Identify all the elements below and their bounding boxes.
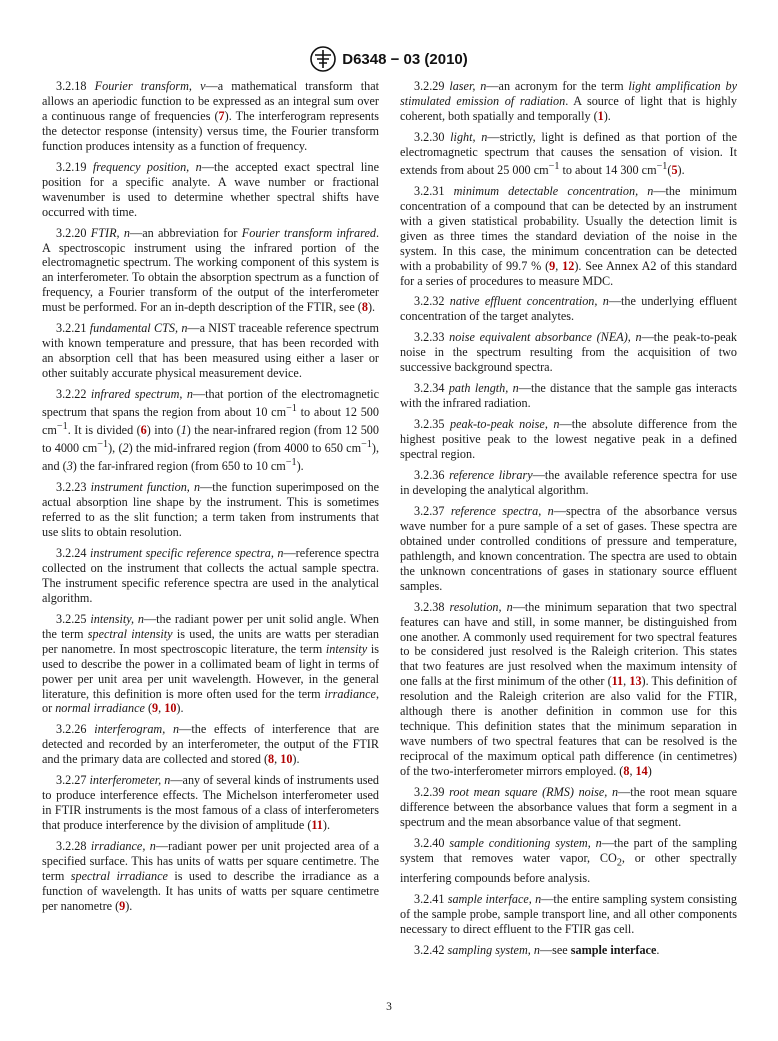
- reference-link[interactable]: 8: [623, 764, 630, 779]
- definition-3-2-29: 3.2.29 laser, n—an acronym for the term light amplification by stimulated emission of radiation. A source of light that is highly coherent, both spatially and temporally (1).: [400, 79, 738, 123]
- definition-3-2-41: 3.2.41 sample interface, n—the entire sampling system consisting of the sample probe, sample transport line, and all other components necessary to direct effluent to the FTIR gas cell.: [400, 892, 737, 937]
- cross-reference-link[interactable]: sample interface: [570, 943, 657, 958]
- reference-link[interactable]: 10: [164, 701, 177, 716]
- reference-link[interactable]: 9: [152, 701, 159, 716]
- definition-3-2-28: 3.2.28 irradiance, n—radiant power per unit projected area of a specified surface. This has units of watts per square centimetre. The term spectral irradiance is used to describe the irradiance as a function of wavelength. It has units of watts per square centimetre per nanometre (9).: [42, 839, 380, 913]
- reference-link[interactable]: 8: [268, 752, 275, 767]
- definition-3-2-39: 3.2.39 root mean square (RMS) noise, n—the root mean square difference between the absorbance values that form a segment in a spectrum and the mean absorbance value of that segment.: [400, 785, 737, 829]
- definition-3-2-19: 3.2.19 frequency position, n—the accepted exact spectral line position for a specific analyte. A wave number or fractional wavenumber is used to determine whether spectral shifts have occurred with time.: [42, 159, 380, 219]
- definition-3-2-20: 3.2.20 FTIR, n—an abbreviation for Fourier transform infrared. A spectroscopic instrument using the infrared portion of the electromagnetic spectrum. The working component of this system is an interferometer. To obtain the absorption spectrum as a function of frequency, a Fourier transform of the output of the interferometer must be performed. For an in-depth description of the FTIR, see (8).: [42, 225, 379, 315]
- reference-link[interactable]: 9: [549, 258, 556, 273]
- definition-3-2-21: 3.2.21 fundamental CTS, n—a NIST traceable reference spectrum with known temperature and pressure, that has been recorded with an absorption cell that has been measured using either a laser or other suitably accurate physical measurement device.: [42, 321, 380, 381]
- definition-3-2-26: 3.2.26 interferogram, n—the effects of interference that are detected and recorded by an interferometer, the output of the FTIR and the primary data are collected and stored (8, 10).: [42, 722, 379, 767]
- page-header: [0, 44, 778, 74]
- reference-link[interactable]: 11: [611, 674, 624, 689]
- definition-3-2-25: 3.2.25 intensity, n—the radiant power per unit solid angle. When the term spectral intensity is used, the units are watts per steradian per nanometre. In most spectroscopic literature, the term intensity is used to describe the power in a collimated beam of light in terms of power per unit area per unit wavelength. However, in the general literature, this definition is more often used for the term irradiance, or normal irradiance (9, 10).: [42, 611, 379, 716]
- page-number: 3: [386, 1001, 392, 1013]
- definition-3-2-42: 3.2.42 sampling system, n—see sample interface.: [414, 943, 660, 958]
- reference-link[interactable]: 10: [280, 752, 293, 767]
- left-column: [42, 79, 379, 920]
- reference-link[interactable]: 7: [218, 108, 225, 123]
- definition-3-2-38: 3.2.38 resolution, n—the minimum separation that two spectral features can have and still, in some manner, be distinguished from one another. A commonly used requirement for two spectral features to be considered just resolved is the Raleigh criterion. This states that two features are just resolved when the maximum intensity of one falls at the first minimum of the other (11, 13). This definition of resolution and the Raleigh criterion are also valid for the FTIR, although there is another definition in common use for this technique. This definition states that the minimum separation in wave numbers of two spectral features that can be resolved is the reciprocal of the maximum optical path difference (in centimetres) of the two-interferometer mirrors employed. (8, 14): [400, 599, 738, 779]
- reference-link[interactable]: 9: [119, 898, 126, 913]
- reference-link[interactable]: 8: [361, 300, 368, 315]
- astm-logo-icon: [310, 46, 336, 72]
- definition-3-2-18: 3.2.18 Fourier transform, v—a mathematical transform that allows an aperiodic function to be expressed as an integral sum over a continuous range of frequencies (7). The interferogram represents the detector response (intensity) versus time, the Fourier transform function produces intensity as a function of frequency.: [42, 79, 379, 153]
- definition-3-2-36: 3.2.36 reference library—the available reference spectra for use in developing the analytical algorithm.: [400, 467, 738, 497]
- reference-link[interactable]: 14: [635, 764, 648, 779]
- definition-3-2-24: 3.2.24 instrument specific reference spectra, n—reference spectra collected on the instrument that collects the actual sample spectra. The instrument specific reference spectra are used in the analytical algorithm.: [42, 545, 380, 605]
- reference-link[interactable]: 11: [311, 818, 323, 833]
- definition-3-2-35: 3.2.35 peak-to-peak noise, n—the absolute difference from the highest positive peak to the lowest negative peak in a defined spectral region.: [400, 417, 737, 462]
- definition-3-2-30: 3.2.30 light, n—strictly, light is defined as that portion of the electromagnetic spectrum that causes the sensation of vision. It extends from about 25 000 $cm^{-1}$ to about 14 300 $cm^{-1}(5)$.: [400, 129, 737, 177]
- reference-link[interactable]: 5: [671, 162, 678, 177]
- definition-3-2-37: 3.2.37 reference spectra, n—spectra of the absorbance versus wave number for a pure sample of a set of gases. These spectra are obtained under controlled conditions of pressure and temperature, pathlength, and known concentration. The spectra are used to obtain the unknown concentrations of gases in stationary source effluent samples.: [400, 503, 737, 593]
- reference-link[interactable]: 1: [597, 108, 604, 123]
- definition-3-2-22: 3.2.22 infrared spectrum, n—that portion of the electromagnetic spectrum that spans the region from about 10 $cm^{-1}$ to about 12 500 $cm^{-1}$. It is divided (6) into (1) the near-infrared region (from 12 500 to 4000 $cm^{-1}$), (2) the mid-infrared region (from 4000 to 650 $cm^{-1}$), and (3) the far-infrared region (from 650 to 10 $cm^{-1}$).: [42, 387, 380, 474]
- definition-3-2-23: 3.2.23 instrument function, n—the function superimposed on the actual absorption line shape by the instrument. This is sometimes referred to as the slit function; a term taken from instruments that use slits to obtain resolution.: [42, 480, 380, 539]
- definition-3-2-32: 3.2.32 native effluent concentration, n—the underlying effluent concentration of the target analytes.: [400, 294, 737, 324]
- reference-link[interactable]: 6: [140, 423, 147, 438]
- standard-designation: D6348 − 03 (2010): [342, 50, 468, 68]
- definition-3-2-27: 3.2.27 interferometer, n—any of several kinds of instruments used to produce interference effects. The Michelson interferometer used in FTIR instruments is the most famous of a class of interferometers that produce interference by the division of amplitude (11).: [42, 773, 379, 833]
- definition-3-2-34: 3.2.34 path length, n—the distance that the sample gas interacts with the infrared radiation.: [400, 381, 737, 411]
- definition-3-2-31: 3.2.31 minimum detectable concentration, n—the minimum concentration of a compound that can be detected by an instrument with a given statistical probability. Usually the detection limit is given as three times the standard deviation of the noise in the system. In this case, the minimum concentration can be detected with a probability of 99.7 % (9, 12). See Annex A2 of this standard for a series of procedures to measure MDC.: [400, 183, 738, 288]
- definition-3-2-33: 3.2.33 noise equivalent absorbance (NEA), n—the peak-to-peak noise in the spectrum resulting from the acquisition of two successive background spectra.: [400, 330, 737, 375]
- right-column: [400, 79, 737, 964]
- reference-link[interactable]: 12: [562, 258, 575, 273]
- reference-link[interactable]: 13: [629, 674, 642, 689]
- definition-3-2-40: 3.2.40 sample conditioning system, n—the part of the sampling system that removes water vapor, $CO_2$, or other spectrally interfering compounds before analysis.: [400, 835, 737, 886]
